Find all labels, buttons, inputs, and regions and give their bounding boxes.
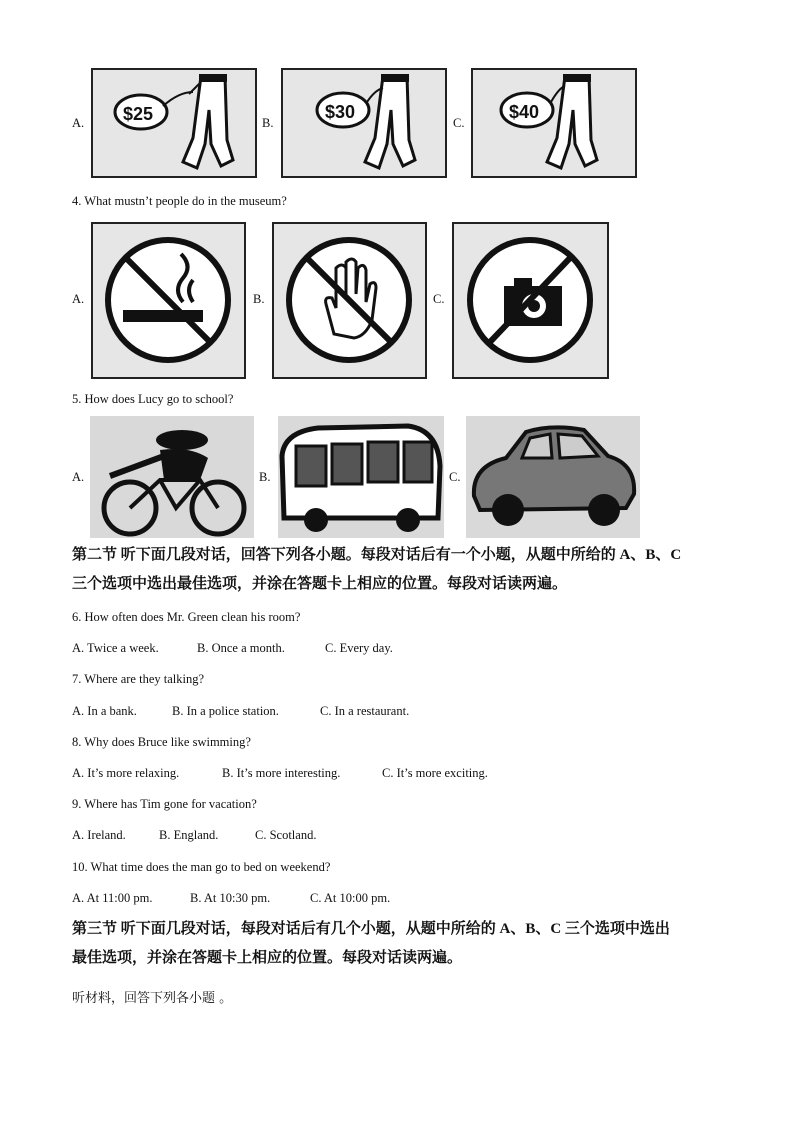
q7-question: 7. Where are they talking? [72, 672, 205, 686]
bicycle-icon [90, 416, 254, 538]
section3-heading [72, 915, 670, 973]
no-smoking-icon [93, 224, 244, 377]
q4-option-a-image[interactable] [91, 222, 246, 379]
q4-option-b-image[interactable] [272, 222, 427, 379]
q9-option-b[interactable]: B. England. [159, 828, 219, 842]
section2-heading-line1: 第二节 听下面几段对话，回答下列各小题。每段对话后有一个小题，从题中所给的 A、B、C [72, 547, 682, 563]
q5-option-b-image[interactable] [278, 416, 444, 538]
q8-question: 8. Why does Bruce like swimming? [72, 735, 251, 749]
q9-question: 9. Where has Tim gone for vacation? [72, 797, 257, 811]
q4-option-c-letter[interactable]: C. [433, 292, 445, 306]
q6-option-a[interactable]: A. Twice a week. [72, 641, 159, 655]
q7-option-a[interactable]: A. In a bank. [72, 704, 137, 718]
q5-question: 5. How does Lucy go to school? [72, 392, 234, 406]
q3-option-b-image[interactable] [281, 68, 447, 178]
q4-option-b-letter[interactable]: B. [253, 292, 265, 306]
q10-question: 10. What time does the man go to bed on weekend? [72, 860, 331, 874]
q3-option-b-price: $30 [325, 102, 356, 122]
q8-option-c[interactable]: C. It’s more exciting. [382, 766, 488, 780]
q3-option-a-image[interactable] [91, 68, 257, 178]
trousers-icon [283, 70, 445, 176]
q3-option-c-price: $40 [509, 102, 540, 122]
q4-option-c-image[interactable] [452, 222, 609, 379]
section3-heading-line1: 第三节 听下面几段对话，每段对话后有几个小题，从题中所给的 A、B、C 三个选项中选出 [72, 921, 670, 937]
q4-option-a-letter[interactable]: A. [72, 292, 85, 306]
q5-option-c-letter[interactable]: C. [449, 470, 461, 484]
q9-option-a[interactable]: A. Ireland. [72, 828, 126, 842]
q9-option-c[interactable]: C. Scotland. [255, 828, 317, 842]
section2-heading [72, 541, 681, 599]
section3-instruction: 听材料，回答下列各小题 。 [72, 991, 233, 1006]
q5-option-c-image[interactable] [466, 416, 640, 538]
car-icon [466, 416, 640, 538]
q3-option-a-price: $25 [123, 104, 154, 124]
section2-heading-line2: 三个选项中选出最佳选项，并涂在答题卡上相应的位置。每段对话读两遍。 [72, 576, 568, 592]
section3-heading-line2: 最佳选项，并涂在答题卡上相应的位置。每段对话读两遍。 [72, 950, 463, 966]
q7-option-c[interactable]: C. In a restaurant. [320, 704, 410, 718]
trousers-icon [93, 70, 255, 176]
q8-option-b[interactable]: B. It’s more interesting. [222, 766, 341, 780]
q7-option-b[interactable]: B. In a police station. [172, 704, 279, 718]
q8-option-a[interactable]: A. It’s more relaxing. [72, 766, 180, 780]
q10-option-a[interactable]: A. At 11:00 pm. [72, 891, 153, 905]
q3-option-c-image[interactable] [471, 68, 637, 178]
no-touching-icon [274, 224, 425, 377]
bus-icon [278, 416, 444, 538]
trousers-icon [473, 70, 635, 176]
q5-option-a-image[interactable] [90, 416, 254, 538]
q3-option-c-letter[interactable]: C. [453, 116, 465, 130]
q3-option-b-letter[interactable]: B. [262, 116, 274, 130]
q6-option-b[interactable]: B. Once a month. [197, 641, 285, 655]
q6-option-c[interactable]: C. Every day. [325, 641, 393, 655]
q10-option-b[interactable]: B. At 10:30 pm. [190, 891, 271, 905]
q5-option-b-letter[interactable]: B. [259, 470, 271, 484]
q4-question: 4. What mustn’t people do in the museum? [72, 194, 287, 208]
q5-option-a-letter[interactable]: A. [72, 470, 85, 484]
q6-question: 6. How often does Mr. Green clean his room? [72, 610, 301, 624]
q10-option-c[interactable]: C. At 10:00 pm. [310, 891, 391, 905]
q3-option-a-letter[interactable]: A. [72, 116, 85, 130]
no-camera-icon [454, 224, 607, 377]
